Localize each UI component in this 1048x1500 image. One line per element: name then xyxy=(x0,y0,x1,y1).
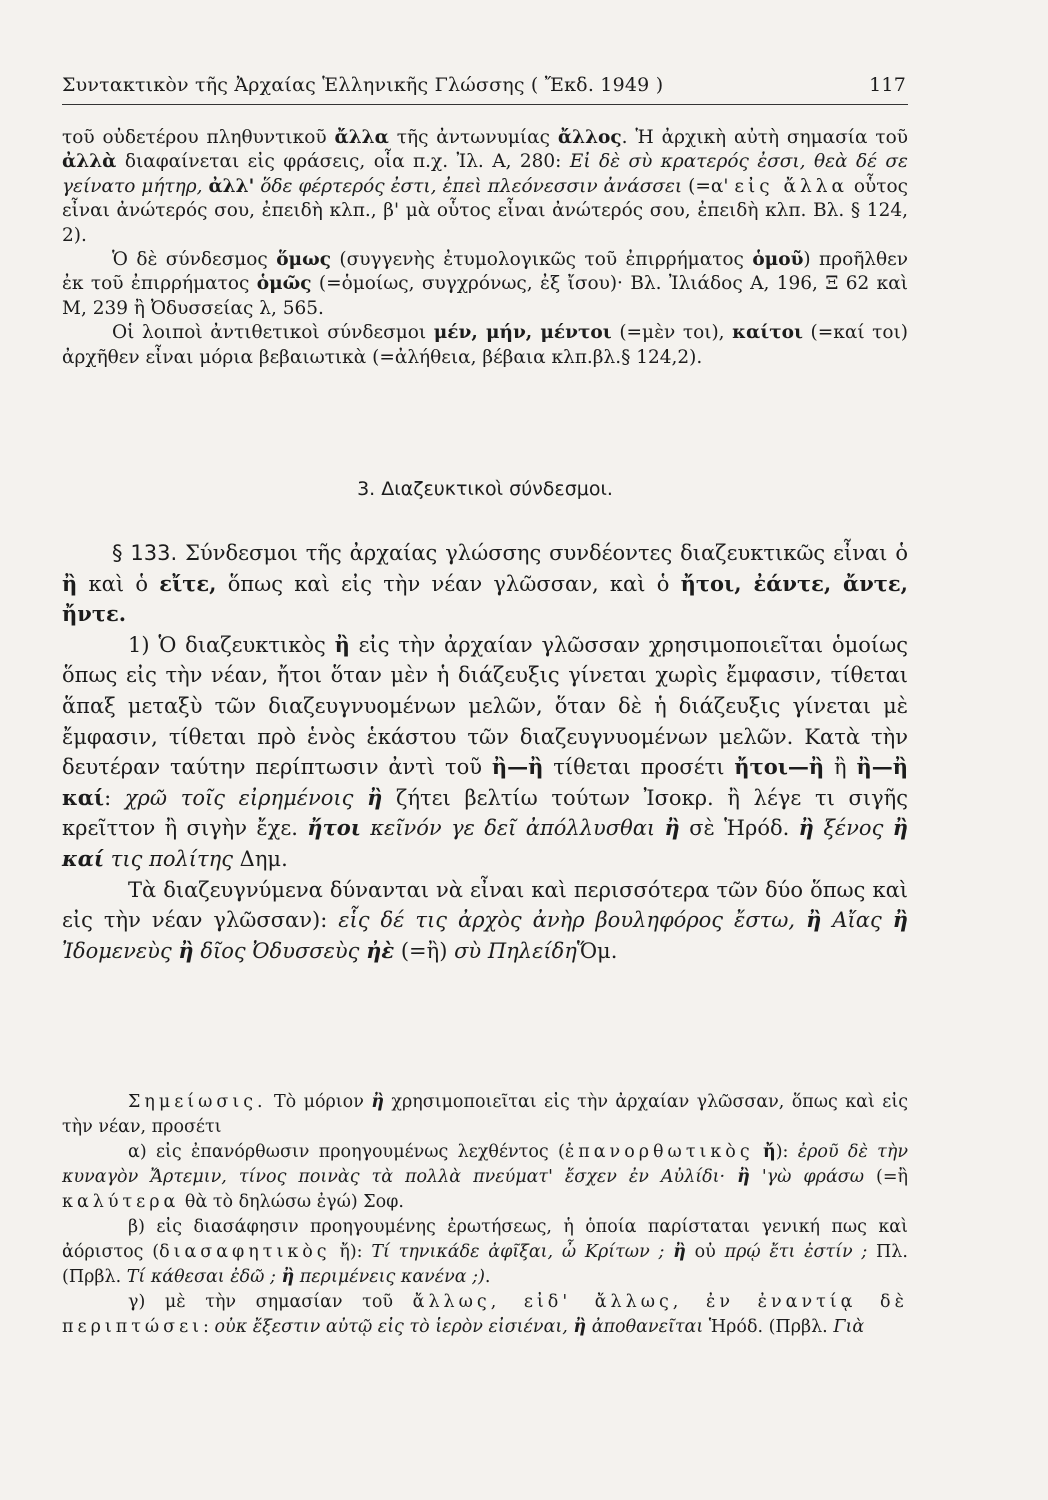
spaced-run: καλύτερα xyxy=(62,1192,180,1212)
text-run: . Ἡ ἀρχικὴ αὐτὴ σημασία τοῦ xyxy=(621,127,908,148)
spaced-run: ἄλλως, εἰδ' ἄλλως, ἐν ἐναντίᾳ δὲ περιπτώσει xyxy=(62,1292,908,1337)
italic-quote: Αἴας xyxy=(832,908,882,933)
bold-run: καίτοι xyxy=(732,322,803,344)
text-run: Ἡρόδ. (Πρβλ. xyxy=(703,1317,834,1337)
italic-quote: ὅδε φέρτερός ἐστι, ἐπεὶ πλεόνεσσιν ἀνάσσει xyxy=(260,175,683,197)
text-run: Ὁ δὲ σύνδεσμος xyxy=(112,249,277,271)
text-run: χρησιμοποιεῖται εἰς τὴν ἀρχαίαν γλῶσσαν, ὅπως καὶ εἰς τὴν νέαν, προσέτι xyxy=(62,1092,908,1137)
bold-run: ἢ xyxy=(371,1092,384,1112)
text-run: (=ἢ) xyxy=(394,938,455,963)
text-run xyxy=(664,1242,673,1262)
text-run: Σύνδεσμοι τῆς ἀρχαίας γλώσσης συνδέοντες διαζευκτικῶς εἶναι ὁ xyxy=(177,541,908,565)
text-run xyxy=(104,847,111,871)
italic-quote: ξένος xyxy=(823,816,884,841)
italic-quote: Τί τηνικάδε ἀφῖξαι, ὦ Κρίτων ; xyxy=(371,1242,665,1262)
section-heading: 3. Διαζευκτικοὶ σύνδεσμοι. xyxy=(357,478,613,500)
text-run: τίθεται προσέτι xyxy=(543,755,735,780)
bold-run: ἢ xyxy=(178,937,194,963)
spaced-run: Σημείωσις. xyxy=(128,1092,267,1112)
paragraph-133 xyxy=(62,538,908,630)
bold-run: ἤτοι, ἐάντε, ἄντε, ἤντε. xyxy=(62,570,908,627)
italic-quote: 'γὼ φράσω xyxy=(761,1167,864,1187)
text-run: (=καί τοι) ἀρχῆθεν εἶναι μόρια βεβαιωτικὰ (=ἀλήθεια, βέβαια κλπ.βλ.§ 124,2). xyxy=(62,322,909,368)
bold-run: ἢ—ἢ xyxy=(491,754,544,780)
text-run: καὶ ὁ xyxy=(77,571,160,596)
bold-run: ἀλλ' xyxy=(208,175,255,197)
text-run: β) εἰς διασάφησιν προηγουμένης ἐρωτήσεως, ἡ ὁποία παρίσταται γενική πως καὶ ἀόριστος ( xyxy=(62,1217,908,1262)
text-run: τοῦ οὐδετέρου πληθυντικοῦ xyxy=(62,127,335,148)
bold-run: ὅμως xyxy=(276,249,331,271)
text-run: Πλ. (Πρβλ. xyxy=(62,1242,908,1287)
header-rule xyxy=(62,104,908,105)
text-run: εἰς τὴν ἀρχαίαν γλῶσσαν χρησιμοποιεῖται ὁμοίως ὅπως εἰς τὴν νέαν, ἤτοι ὅταν μὲν ἡ διάζευξις γίνεται χωρὶς ἔμφασιν, τίθεται ἅπαξ μεταξὺ τῶν διαζευγνυομένων μελῶν, ὅταν δὲ ἡ διάζευξις γίνεται μὲ ἔμφασιν, τίθεται πρὸ ἑνὸς ἑκάστου τῶν διαζευγνυομένων μελῶν. Κατὰ τὴν δευτέραν ταύτην περίπτωσιν ἀντὶ τοῦ xyxy=(62,632,909,780)
bold-run: ἠὲ xyxy=(366,937,395,963)
bold-run: ἢ—ἢ καί xyxy=(62,754,908,810)
italic-quote: Ἰδομενεὺς xyxy=(62,938,172,963)
bold-run: ἤτοι—ἢ xyxy=(734,754,825,780)
text-run: σὲ Ἡρόδ. xyxy=(679,816,799,841)
note-b xyxy=(62,1215,908,1290)
text-run: ): xyxy=(775,1142,798,1162)
text-run xyxy=(655,816,664,840)
bold-run: ἢ xyxy=(367,784,383,810)
spaced-run: εἰς ἄλλα xyxy=(734,175,848,197)
text-run: ὅπως καὶ εἰς τὴν νέαν γλῶσσαν, καὶ ὁ xyxy=(216,571,681,596)
header-title: Συντακτικὸν τῆς Ἀρχαίας Ἑλληνικῆς Γλώσσης ( Ἔκδ. 1949 ) xyxy=(62,74,664,96)
page-number: 117 xyxy=(869,74,906,96)
bold-run: ἤ xyxy=(762,1142,776,1162)
paragraph-alla xyxy=(62,126,908,248)
running-header xyxy=(62,74,906,96)
italic-quote: δῖος Ὀδυσσεὺς xyxy=(200,938,360,963)
text-run: Τὰ διαζευγνύμενα δύνανται νὰ εἶναι καὶ περισσότερα τῶν δύο ὅπως καὶ εἰς τὴν νέαν γλῶσσαν): xyxy=(62,877,908,933)
paragraph-omos xyxy=(62,248,908,321)
top-text-block xyxy=(62,126,908,370)
text-run: ζήτει βελτίω τούτων Ἰσοκρ. ἢ λέγε τι σιγῆς κρεῖττον ἢ σιγὴν ἔχε. xyxy=(62,785,908,841)
text-run: ἤ): xyxy=(330,1242,372,1262)
section-number: § 133. xyxy=(112,541,178,565)
italic-quote: πρῴ ἔτι ἐστίν ; xyxy=(724,1242,868,1262)
text-run: Οἱ λοιποὶ ἀντιθετικοὶ σύνδεσμοι xyxy=(112,322,434,344)
bold-run: ἢ xyxy=(573,1317,587,1337)
note-c xyxy=(62,1290,908,1340)
text-run xyxy=(814,816,823,840)
italic-quote: κεῖνόν γε δεῖ ἀπόλλυσθαι xyxy=(370,816,656,841)
text-run: θὰ τὸ δηλώσω ἐγώ) Σοφ. xyxy=(179,1192,404,1212)
italic-quote: εἷς δέ τις ἀρχὸς ἀνὴρ βουληφόρος ἔστω, xyxy=(338,908,796,933)
bold-run: ἢ καί xyxy=(62,815,908,871)
text-run: ) προῆλθεν ἐκ τοῦ ἐπιρρήματος xyxy=(62,249,908,295)
text-run: τῆς ἀντωνυμίας xyxy=(388,127,558,148)
main-text-block xyxy=(62,538,908,966)
text-run: (=ἢ xyxy=(864,1167,908,1187)
text-run: : xyxy=(203,1317,215,1337)
italic-quote: ἐροῦ δὲ τὴν κυναγὸν Ἄρτεμιν, τίνος ποινὰς τὰ πολλὰ πνεύματ' ἔσχεν ἐν Αὐλίδι· xyxy=(62,1142,908,1187)
paragraph-diazeuktikos xyxy=(62,630,908,875)
text-run: (=μὲν τοι), xyxy=(611,322,733,344)
bold-run: ἢ xyxy=(673,1242,686,1262)
text-run: . xyxy=(484,1267,491,1287)
text-run xyxy=(795,908,806,932)
bold-run: ὁμῶς xyxy=(256,273,312,295)
bold-run: ἢ xyxy=(737,1167,750,1187)
text-run xyxy=(353,786,367,810)
italic-quote: οὐκ ἔξεστιν αὐτῷ εἰς τὸ ἱερὸν εἰσιέναι, xyxy=(214,1317,568,1337)
text-run: ἢ xyxy=(824,755,857,780)
text-run: Δημ. xyxy=(233,846,288,871)
bold-run: ἄλλος xyxy=(557,127,622,148)
bold-run: ἀλλὰ xyxy=(62,151,117,173)
text-run: οὐ xyxy=(685,1242,725,1262)
spaced-run: ἐπανορθωτικὸς xyxy=(564,1142,754,1162)
text-run: : xyxy=(104,785,125,810)
bold-run: ὁμοῦ xyxy=(752,249,804,271)
text-run: α) εἰς ἐπανόρθωσιν προηγουμένως λεχθέντος ( xyxy=(128,1142,565,1162)
bold-run: ἢ xyxy=(798,815,814,841)
text-run: Ὅμ. xyxy=(576,938,618,963)
text-run xyxy=(821,908,832,932)
bold-run: ἢ xyxy=(62,570,78,596)
text-run: (συγγενὴς ἐτυμολογικῶς τοῦ ἐπιρρήματος xyxy=(330,249,753,271)
text-run xyxy=(750,1167,762,1187)
text-run: 1) Ὁ διαζευκτικὸς xyxy=(128,632,335,657)
italic-quote: Τί κάθεσαι ἐδῶ ; xyxy=(126,1267,276,1287)
italic-quote: χρῶ τοῖς εἰρημένοις xyxy=(124,785,354,810)
paragraph-loipoi xyxy=(62,321,908,370)
italic-quote: Γιὰ xyxy=(833,1317,865,1337)
text-run xyxy=(882,908,893,932)
text-run xyxy=(883,816,892,840)
italic-quote: σὺ Πηλείδη xyxy=(454,938,577,963)
bold-run: ἢ xyxy=(281,1267,295,1287)
bold-run: εἴτε, xyxy=(159,570,217,596)
text-run: (=α' xyxy=(682,175,735,197)
text-run: γ) μὲ τὴν σημασίαν τοῦ xyxy=(128,1292,413,1312)
note-intro xyxy=(62,1090,908,1140)
spaced-run: διασαφητικὸς xyxy=(159,1242,331,1262)
text-run: (=ὁμοίως, συγχρόνως, ἐξ ἴσου)· Βλ. Ἰλιάδος Α, 196, Ξ 62 καὶ Μ, 239 ἢ Ὀδυσσείας λ, 565. xyxy=(62,273,908,319)
bold-run: ἢ xyxy=(664,815,680,841)
bold-run: ἢ xyxy=(806,907,822,933)
bold-run: μέν, μήν, μέντοι xyxy=(433,322,612,344)
bold-run: ἤτοι xyxy=(307,815,361,841)
bold-run: ἄλλα xyxy=(334,127,389,148)
text-run xyxy=(725,1167,737,1187)
note-a xyxy=(62,1140,908,1215)
bold-run: ἢ xyxy=(334,631,350,657)
paragraph-diazeugnymena xyxy=(62,875,908,967)
bold-run: ἢ xyxy=(892,907,908,933)
text-run xyxy=(361,816,370,840)
text-run: οὗτος εἶναι ἀνώτερός σου, ἐπειδὴ κλπ., β' μὰ οὗτος εἶναι ἀνώτερός σου, ἐπειδὴ κλπ. Βλ. § 124, 2). xyxy=(62,175,909,246)
italic-quote: ἀποθανεῖται xyxy=(591,1317,704,1337)
notes-block xyxy=(62,1090,908,1340)
text-run: διαφαίνεται εἰς φράσεις, οἷα π.χ. Ἰλ. Α, 280: xyxy=(116,151,570,173)
italic-quote: περιμένεις κανένα ;) xyxy=(299,1267,485,1287)
text-run xyxy=(754,1142,763,1162)
italic-quote: Εἰ δὲ σὺ κρατερός ἐσσι, θεὰ δέ σε γείνατο μήτηρ, xyxy=(62,151,908,197)
italic-quote: τις πολίτης xyxy=(110,846,233,871)
text-run: Τὸ μόριον xyxy=(266,1092,372,1112)
